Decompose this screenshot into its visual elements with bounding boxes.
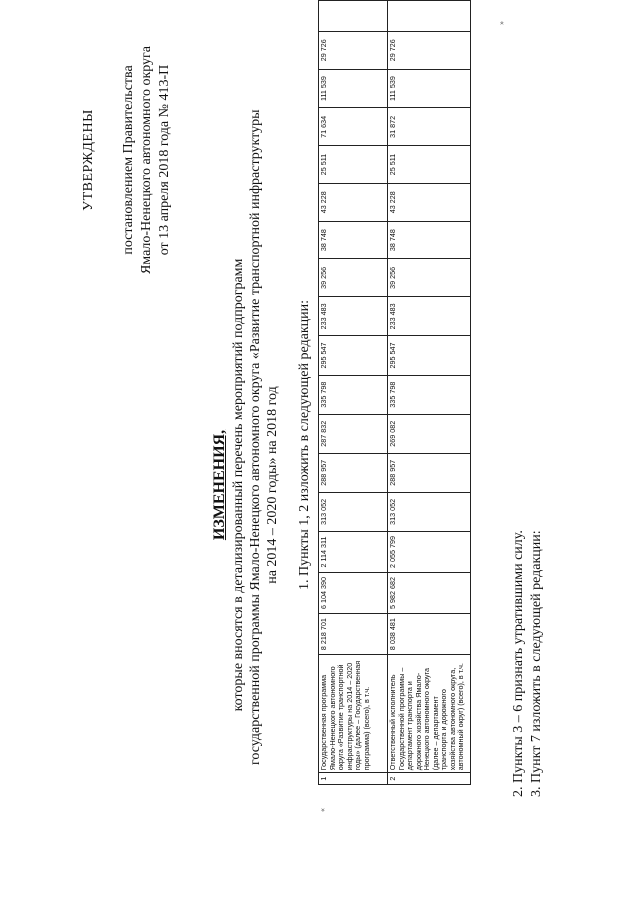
value-cell: 295 547 [388,336,471,375]
value-cell: 5 982 682 [388,573,471,614]
table-row [388,1,471,785]
value-cell: 111 539 [319,69,388,108]
value-cell: 25 511 [319,146,388,184]
value-cell: 39 256 [319,259,388,297]
item-3-text: 3. Пункт 7 изложить в следующей редакции: [529,530,544,797]
value-cell: 335 798 [388,375,471,414]
value-cell: 2 055 799 [388,531,471,572]
value-cell: 313 052 [388,492,471,531]
approval-heading: УТВЕРЖДЕНЫ [81,109,96,211]
row-number: 1 [319,773,388,785]
value-cell: 25 511 [388,146,471,184]
value-cell: 43 228 [388,183,471,221]
value-cell: 29 726 [319,31,388,69]
quote-open-mark: « [318,808,327,812]
value-cell: 287 832 [319,414,388,453]
approval-line-2: Ямало-Ненецкого автономного округа [139,45,154,275]
value-cell: 288 957 [319,453,388,492]
row-name: Государственная программа Ямало-Ненецкого автономного округа «Развитие транспортной инфраструктуры на 2014 – 2020 годы» (далее – Государственная программа) (всего), в т.ч. [319,655,388,773]
approval-block [80,45,174,275]
value-cell: 31 872 [388,108,471,146]
value-cell: 269 082 [388,414,471,453]
value-cell: 29 726 [388,31,471,69]
empty-cell [319,1,388,32]
value-cell: 39 256 [388,259,471,297]
approval-line-1: постановлением Правительства [121,65,136,255]
item-1-text: 1. Пункты 1, 2 изложить в следующей редакции: [297,299,312,590]
value-cell: 335 798 [319,375,388,414]
value-cell: 6 104 390 [319,573,388,614]
approval-line-3: от 13 апреля 2018 года № 413-П [157,64,172,256]
value-cell: 111 539 [388,69,471,108]
value-cell: 233 483 [319,297,388,336]
title-heading: ИЗМЕНЕНИЯ, [211,429,228,541]
value-cell: 8 038 481 [388,614,471,655]
row-number: 2 [388,773,471,785]
value-cell: 71 634 [319,108,388,146]
value-cell: 2 114 311 [319,531,388,572]
value-cell: 295 547 [319,336,388,375]
value-cell: 38 748 [319,221,388,259]
value-cell: 43 228 [319,183,388,221]
title-line-2: государственной программы Ямало-Ненецкого автономного округа «Развитие транспортной инфраструктуры [248,109,263,765]
title-line-3: на 2014 – 2020 годы» на 2018 год [265,386,280,584]
title-line-1: которые вносятся в детализированный перечень мероприятий подпрограмм [231,258,246,712]
row-name: Ответственный исполнитель Государственной программы – департамент транспорта и дорожного хозяйства Ямало-Ненецкого автономного округа (далее – департамент транспорта и дорожного хозяйства автономного округа, автономный округ) (всего), в т.ч. [388,655,471,773]
item-2-text: 2. Пункты 3 – 6 признать утратившими силу. [511,530,526,797]
value-cell: 8 218 701 [319,614,388,655]
value-cell: 233 483 [388,297,471,336]
quote-close-mark: » [497,21,506,25]
table-row [319,1,388,785]
document-title [210,109,281,765]
value-cell: 288 957 [388,453,471,492]
value-cell: 313 052 [319,492,388,531]
empty-cell [388,1,471,32]
value-cell: 38 748 [388,221,471,259]
changes-table [318,0,471,785]
